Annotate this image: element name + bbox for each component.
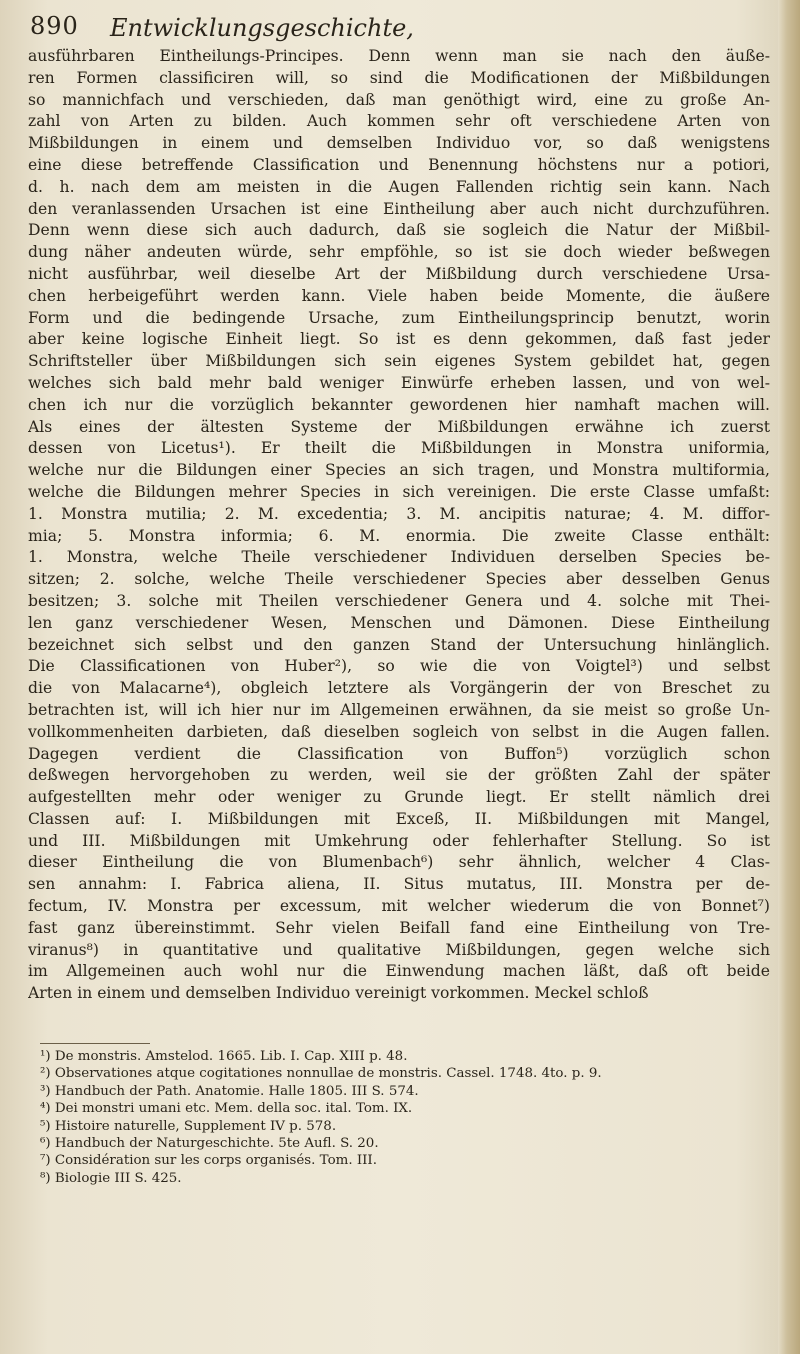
page-header xyxy=(30,12,750,48)
text-line: zahl von Arten zu bilden. Auch kommen sehr oft verschiedene Arten von xyxy=(28,112,770,131)
text-line: welche nur die Bildungen einer Species an sich tragen, und Monstra multiformia, xyxy=(28,461,770,480)
footnote: ⁷) Considération sur les corps organisés. Tom. III. xyxy=(40,1153,377,1169)
text-line: Schriftsteller über Mißbildungen sich sein eigenes System gebildet hat, gegen xyxy=(28,352,770,371)
text-line: Arten in einem und demselben Individuo vereinigt vorkommen. Meckel schloß xyxy=(28,984,649,1003)
footnotes xyxy=(40,1048,760,1187)
text-line: ausführbaren Eintheilungs-Principes. Denn wenn man sie nach den äuße- xyxy=(28,47,770,65)
text-line: Die Classificationen von Huber²), so wie die von Voigtel³) und selbst xyxy=(28,657,770,676)
running-title: Entwicklungsgeschichte, xyxy=(110,14,414,42)
text-line: Als eines der ältesten Systeme der Mißbildungen erwähne ich zuerst xyxy=(28,417,770,436)
text-line: dung näher andeuten würde, sehr empföhle, so ist sie doch wieder beßwegen xyxy=(28,243,770,262)
text-line: chen ich nur die vorzüglich bekannter gewordenen hier namhaft machen will. xyxy=(28,395,770,414)
text-line: Mißbildungen in einem und demselben Individuo vor, so daß wenigstens xyxy=(28,134,770,153)
text-line: nicht ausführbar, weil dieselbe Art der Mißbildung durch verschiedene Ursa- xyxy=(28,264,770,283)
text-line: besitzen; 3. solche mit Theilen verschiedener Genera und 4. solche mit Thei- xyxy=(28,591,770,610)
text-line: dessen von Licetus¹). Er theilt die Mißbildungen in Monstra uniformia, xyxy=(28,439,770,458)
page-edge-shadow xyxy=(778,0,800,1354)
footnote: ²) Observationes atque cogitationes nonnullae de monstris. Cassel. 1748. 4to. p. 9. xyxy=(40,1066,602,1082)
text-line: aber keine logische Einheit liegt. So ist es denn gekommen, daß fast jeder xyxy=(28,330,770,349)
text-line: 1. Monstra mutilia; 2. M. excedentia; 3. M. ancipitis naturae; 4. M. diffor- xyxy=(28,504,770,523)
text-line: viranus⁸) in quantitative und qualitative Mißbildungen, gegen welche sich xyxy=(28,940,770,959)
text-line: 1. Monstra, welche Theile verschiedener Individuen derselben Species be- xyxy=(28,548,770,567)
text-line: sitzen; 2. solche, welche Theile verschiedener Species aber desselben Genus xyxy=(28,570,770,589)
text-line: vollkommenheiten darbieten, daß dieselben sogleich von selbst in die Augen fallen. xyxy=(28,722,770,741)
text-line: Denn wenn diese sich auch dadurch, daß sie sogleich die Natur der Mißbil- xyxy=(28,221,770,240)
text-line: deßwegen hervorgehoben zu werden, weil sie der größten Zahl der später xyxy=(28,766,770,785)
footnote: ³) Handbuch der Path. Anatomie. Halle 1805. III S. 574. xyxy=(40,1083,419,1099)
text-line: sen annahm: I. Fabrica aliena, II. Situs mutatus, III. Monstra per de- xyxy=(28,875,770,894)
text-line: chen herbeigeführt werden kann. Viele haben beide Momente, die äußere xyxy=(28,286,770,305)
text-line: fectum, IV. Monstra per excessum, mit welcher wiederum die von Bonnet⁷) xyxy=(28,897,770,916)
text-line: und III. Mißbildungen mit Umkehrung oder fehlerhafter Stellung. So ist xyxy=(28,831,770,850)
text-line: den veranlassenden Ursachen ist eine Eintheilung aber auch nicht durchzuführen. xyxy=(28,199,770,218)
body-text xyxy=(28,46,770,1005)
text-line: ren Formen classificiren will, so sind die Modificationen der Mißbildungen xyxy=(28,68,770,87)
text-line: welches sich bald mehr bald weniger Einwürfe erheben lassen, und von wel- xyxy=(28,373,770,392)
text-line: die von Malacarne⁴), obgleich letztere als Vorgängerin der von Breschet zu xyxy=(28,679,770,698)
text-line: so mannichfach und verschieden, daß man genöthigt wird, eine zu große An- xyxy=(28,90,770,109)
text-line: Dagegen verdient die Classification von Buffon⁵) vorzüglich schon xyxy=(28,744,770,763)
footnote: ¹) De monstris. Amstelod. 1665. Lib. I. Cap. XIII p. 48. xyxy=(40,1049,408,1064)
text-line: mia; 5. Monstra informia; 6. M. enormia. Die zweite Classe enthält: xyxy=(28,526,770,545)
text-line: Form und die bedingende Ursache, zum Eintheilungsprincip benutzt, worin xyxy=(28,308,770,327)
text-line: d. h. nach dem am meisten in die Augen Fallenden richtig sein kann. Nach xyxy=(28,177,770,196)
text-line: fast ganz übereinstimmt. Sehr vielen Beifall fand eine Eintheilung von Tre- xyxy=(28,918,770,937)
footnote-rule xyxy=(40,1043,150,1044)
footnote: ⁵) Histoire naturelle, Supplement IV p. 578. xyxy=(40,1118,337,1134)
text-line: bezeichnet sich selbst und den ganzen Stand der Untersuchung hinlänglich. xyxy=(28,635,770,654)
text-line: im Allgemeinen auch wohl nur die Einwendung machen läßt, daß oft beide xyxy=(28,962,770,981)
page-number: 890 xyxy=(30,12,79,40)
footnote: ⁶) Handbuch der Naturgeschichte. 5te Aufl. S. 20. xyxy=(40,1136,379,1152)
text-line: eine diese betreffende Classification und Benennung höchstens nur a potiori, xyxy=(28,155,770,174)
text-line: aufgestellten mehr oder weniger zu Grunde liegt. Er stellt nämlich drei xyxy=(28,788,770,807)
text-line: len ganz verschiedener Wesen, Menschen und Dämonen. Diese Eintheilung xyxy=(28,613,770,632)
text-line: welche die Bildungen mehrer Species in sich vereinigen. Die erste Classe umfaßt: xyxy=(28,482,770,501)
text-line: dieser Eintheilung die von Blumenbach⁶) sehr ähnlich, welcher 4 Clas- xyxy=(28,853,770,872)
text-line: betrachten ist, will ich hier nur im Allgemeinen erwähnen, da sie meist so große Un- xyxy=(28,700,770,719)
text-line: Classen auf: I. Mißbildungen mit Exceß, II. Mißbildungen mit Mangel, xyxy=(28,809,770,828)
footnote: ⁸) Biologie III S. 425. xyxy=(40,1170,182,1186)
footnote: ⁴) Dei monstri umani etc. Mem. della soc. ital. Tom. IX. xyxy=(40,1101,413,1117)
